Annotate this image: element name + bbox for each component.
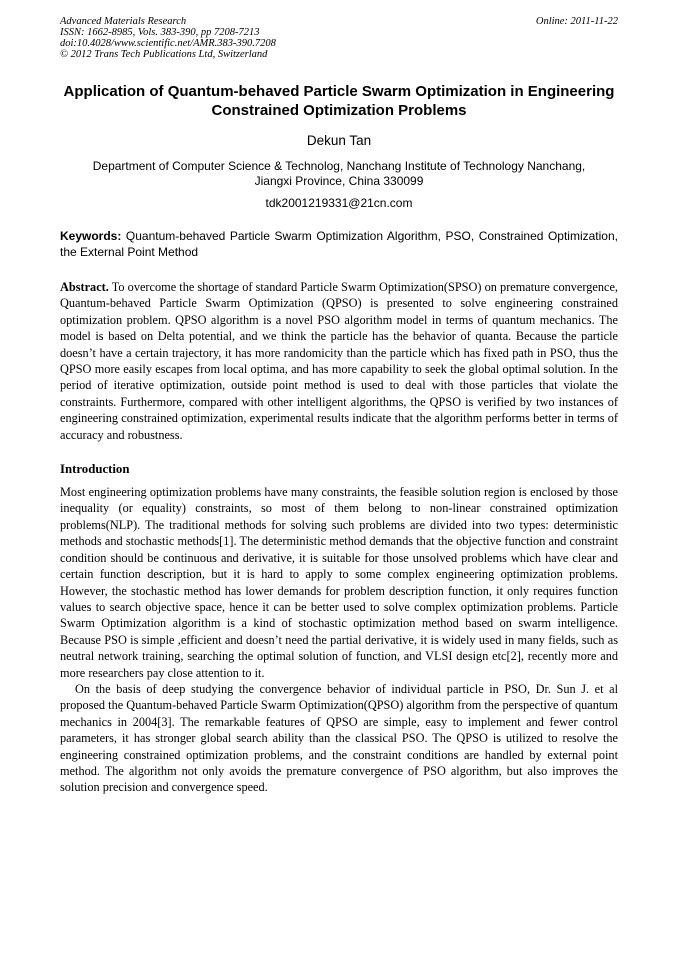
journal-header [60, 16, 618, 60]
doi-line: doi:10.4028/www.scientific.net/AMR.383-390.7208 [60, 38, 276, 49]
intro-paragraph-1: Most engineering optimization problems have many constraints, the feasible solution region is enclosed by those inequality (or equality) constraints, so most of them belong to non-linear constrained optimization problems(NLP). The traditional methods for solving such problems are divided into two types: deterministic methods and stochastic methods[1]. The deterministic method demands that the objective function and constraint condition should be continuous and derivative, it is suitable for those unsolved problems which have clear and certain function description, but it is hard to apply to some complex engineering optimization problems. However, the stochastic method has lower demands for problem description function, it only requires function values to search objective space, hence it can be better used to solve complex optimization problems. Particle Swarm Optimization algorithm is a kind of stochastic optimization method based on swarm intelligence. Because PSO is simple ,efficient and doesn’t need the partial derivative, it is widely used in many fields, such as neutral network training, searching the optimal solution of function, and VLSI design etc[2], recently more and more researchers pay close attention to it. [60, 485, 618, 680]
abstract-text: To overcome the shortage of standard Particle Swarm Optimization(SPSO) on premature convergence, Quantum-behaved Particle Swarm Optimization (QPSO) is presented to solve engineering constrained optimization problem. QPSO algorithm is a novel PSO algorithm model in terms of quantum mechanics. The model is based on Delta potential, and we think the particle has the behavior of quanta. Because the particle doesn’t have a certain trajectory, it has more randomicity than the particle which has fixed path in PSO, thus the QPSO more easily escapes from local optima, and has more capability to seek the global optimal solution. In the period of iterative optimization, outside point method is used to deal with those particles that violate the constraints. Furthermore, compared with other intelligent algorithms, the QPSO is verified by two instances of engineering constrained optimization, experimental results indicate that the algorithm performs better in terms of accuracy and robustness. [60, 280, 618, 442]
paper-title: Application of Quantum-behaved Particle Swarm Optimization in Engineering Constrained Optimization Problems [63, 83, 615, 119]
journal-name: Advanced Materials Research [60, 16, 187, 27]
abstract-label: Abstract. [60, 280, 109, 294]
section-heading-introduction: Introduction [60, 462, 130, 477]
journal-meta [60, 16, 276, 60]
keywords-label: Keywords: [60, 229, 122, 243]
abstract-block [60, 279, 618, 443]
affiliation-line-2: Jiangxi Province, China 330099 [254, 173, 424, 188]
affiliation [60, 159, 618, 188]
keywords-block [60, 229, 618, 260]
author-email: tdk2001219331@21cn.com [265, 196, 413, 210]
copyright-line: © 2012 Trans Tech Publications Ltd, Switzerland [60, 49, 268, 60]
intro-paragraph-2: On the basis of deep studying the convergence behavior of individual particle in PSO, Dr. Sun J. et al proposed the Quantum-behaved Particle Swarm Optimization(QPSO) algorithm from the perspective of quantum mechanics in 2004[3]. The remarkable features of QPSO are simple, easy to implement and fewer control parameters, it has stronger global search ability than the classical PSO. The QPSO is utilized to resolve the engineering constrained optimization problems, and the constraint conditions are handled by external point method. The algorithm not only avoids the premature convergence of PSO algorithm, but also improves the solution precision and convergence speed. [60, 681, 618, 795]
author-name: Dekun Tan [306, 133, 372, 148]
online-date: Online: 2011-11-22 [535, 16, 618, 27]
issn-volume-pages-line: ISSN: 1662-8985, Vols. 383-390, pp 7208-7213 [60, 27, 260, 38]
affiliation-line-1: Department of Computer Science & Technolog, Nanchang Institute of Technology Nanchang, [92, 159, 586, 173]
keywords-text: Quantum-behaved Particle Swarm Optimization Algorithm, PSO, Constrained Optimization, the External Point Method [60, 229, 618, 259]
